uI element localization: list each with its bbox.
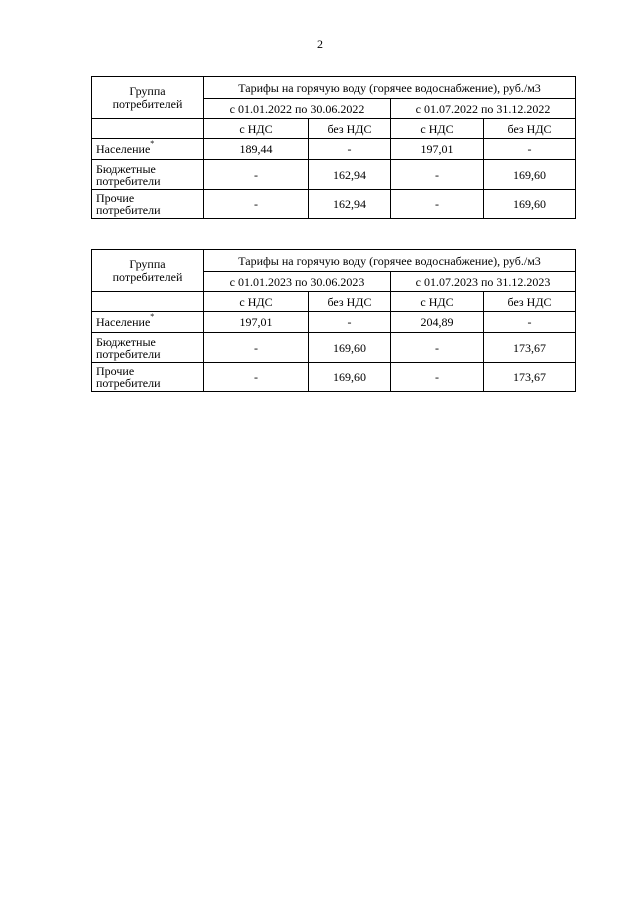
- row-label-text: Население: [96, 142, 151, 156]
- row-label-line2: потребители: [96, 173, 161, 188]
- cell-p1-without-vat: 169,60: [309, 333, 391, 363]
- consumer-group-header-line2: потребителей: [112, 270, 183, 284]
- cell-p1-with-vat: -: [204, 363, 309, 392]
- cell-p2-with-vat: 197,01: [391, 139, 484, 160]
- row-label-line1: Бюджетные: [96, 161, 156, 176]
- cell-p1-with-vat: -: [204, 333, 309, 363]
- row-label: [92, 160, 204, 190]
- consumer-group-header-line1: Группа: [129, 257, 166, 271]
- tariff-table-2022: [91, 76, 576, 219]
- row-label-line2: потребители: [96, 203, 161, 217]
- period-2-header: с 01.07.2023 по 31.12.2023: [391, 272, 576, 292]
- p1-without-vat-header: без НДС: [309, 119, 391, 139]
- cell-p2-with-vat: -: [391, 190, 484, 219]
- empty-cell: [92, 119, 204, 139]
- table-row: [92, 190, 576, 219]
- tariff-title: Тарифы на горячую воду (горячее водоснабжение), руб./м3: [204, 250, 576, 272]
- p2-without-vat-header: без НДС: [484, 292, 576, 312]
- period-2-header: с 01.07.2022 по 31.12.2022: [391, 99, 576, 119]
- row-label-line1: Прочие: [96, 191, 135, 205]
- footnote-marker: *: [150, 312, 155, 321]
- tariff-title: Тарифы на горячую воду (горячее водоснабжение), руб./м3: [204, 77, 576, 99]
- p2-with-vat-header: с НДС: [391, 119, 484, 139]
- cell-p2-with-vat: -: [391, 333, 484, 363]
- row-label: [92, 312, 204, 333]
- p1-with-vat-header: с НДС: [204, 292, 309, 312]
- p1-with-vat-header: с НДС: [204, 119, 309, 139]
- p2-with-vat-header: с НДС: [391, 292, 484, 312]
- consumer-group-header: [92, 250, 204, 292]
- table-row: [92, 312, 576, 333]
- cell-p2-without-vat: -: [484, 312, 576, 333]
- consumer-group-header: [92, 77, 204, 119]
- row-label-line1: Бюджетные: [96, 334, 156, 349]
- cell-p2-without-vat: 173,67: [484, 363, 576, 392]
- cell-p2-without-vat: 173,67: [484, 333, 576, 363]
- footnote-marker: *: [150, 139, 155, 148]
- cell-p2-without-vat: 169,60: [484, 190, 576, 219]
- row-label: [92, 139, 204, 160]
- page-number: 2: [317, 37, 323, 51]
- cell-p2-with-vat: -: [391, 160, 484, 190]
- row-label-line1: Прочие: [96, 364, 135, 378]
- table-row: [92, 333, 576, 363]
- cell-p1-without-vat: -: [309, 312, 391, 333]
- row-label-text: Население: [96, 315, 151, 329]
- consumer-group-header-line1: Группа: [129, 84, 166, 98]
- cell-p1-without-vat: 162,94: [309, 190, 391, 219]
- cell-p1-without-vat: 169,60: [309, 363, 391, 392]
- cell-p2-without-vat: -: [484, 139, 576, 160]
- row-label-line2: потребители: [96, 376, 161, 390]
- row-label: [92, 190, 204, 219]
- cell-p1-with-vat: 197,01: [204, 312, 309, 333]
- period-1-header: с 01.01.2022 по 30.06.2022: [204, 99, 391, 119]
- cell-p1-with-vat: -: [204, 190, 309, 219]
- cell-p1-with-vat: -: [204, 160, 309, 190]
- period-1-header: с 01.01.2023 по 30.06.2023: [204, 272, 391, 292]
- row-label-line2: потребители: [96, 346, 161, 361]
- cell-p2-with-vat: -: [391, 363, 484, 392]
- tariff-table-2023: [91, 249, 576, 392]
- p2-without-vat-header: без НДС: [484, 119, 576, 139]
- table-row: [92, 363, 576, 392]
- row-label: [92, 363, 204, 392]
- table-row: [92, 160, 576, 190]
- cell-p1-with-vat: 189,44: [204, 139, 309, 160]
- cell-p1-without-vat: 162,94: [309, 160, 391, 190]
- consumer-group-header-line2: потребителей: [112, 97, 183, 111]
- cell-p2-with-vat: 204,89: [391, 312, 484, 333]
- cell-p2-without-vat: 169,60: [484, 160, 576, 190]
- cell-p1-without-vat: -: [309, 139, 391, 160]
- table-row: [92, 139, 576, 160]
- row-label: [92, 333, 204, 363]
- p1-without-vat-header: без НДС: [309, 292, 391, 312]
- empty-cell: [92, 292, 204, 312]
